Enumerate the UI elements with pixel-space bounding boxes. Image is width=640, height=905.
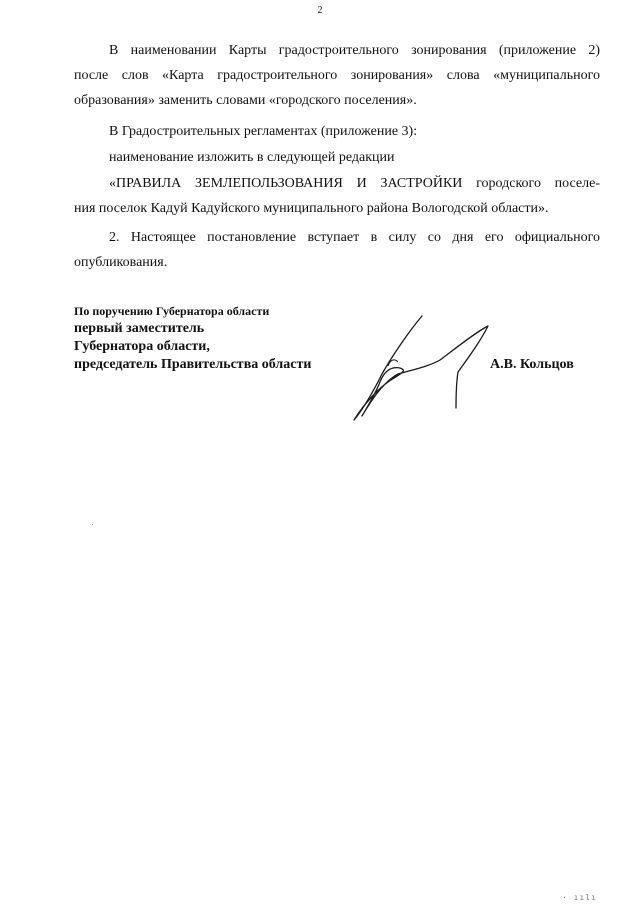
paragraph-line: образования» заменить словами «городского поселения». [74,93,417,108]
footer-marks: · ıılı [562,893,597,902]
signatory-title-line: первый заместитель [74,321,205,336]
paragraph-line: ния поселок Кадуй Кадуйского муниципального района Вологодской области». [74,201,549,216]
paragraph-line: «ПРАВИЛА ЗЕМЛЕПОЛЬЗОВАНИЯ И ЗАСТРОЙКИ городского поселе- [109,176,600,191]
paragraph-line: 2. Настоящее постановление вступает в силу со дня его официального [109,230,600,245]
paragraph-line: В наименовании Карты градостроительного зонирования (приложение 2) [109,43,600,58]
page-number: 2 [317,5,323,16]
handwritten-signature [340,312,490,424]
signatory-name: А.В. Кольцов [490,357,574,372]
paragraph-line: после слов «Карта градостроительного зонирования» слова «муниципального [74,68,600,83]
scan-artifact [92,524,93,525]
signatory-title [74,302,311,374]
paragraph-line: наименование изложить в следующей редакции [109,150,395,165]
signatory-title-line: По поручению Губернатора области [74,304,270,318]
signatory-title-line: председатель Правительства области [74,357,312,372]
paragraph-line: опубликования. [74,255,168,270]
signatory-title-line: Губернатора области, [74,339,210,354]
paragraph-line: В Градостроительных регламентах (приложение 3): [109,124,418,139]
